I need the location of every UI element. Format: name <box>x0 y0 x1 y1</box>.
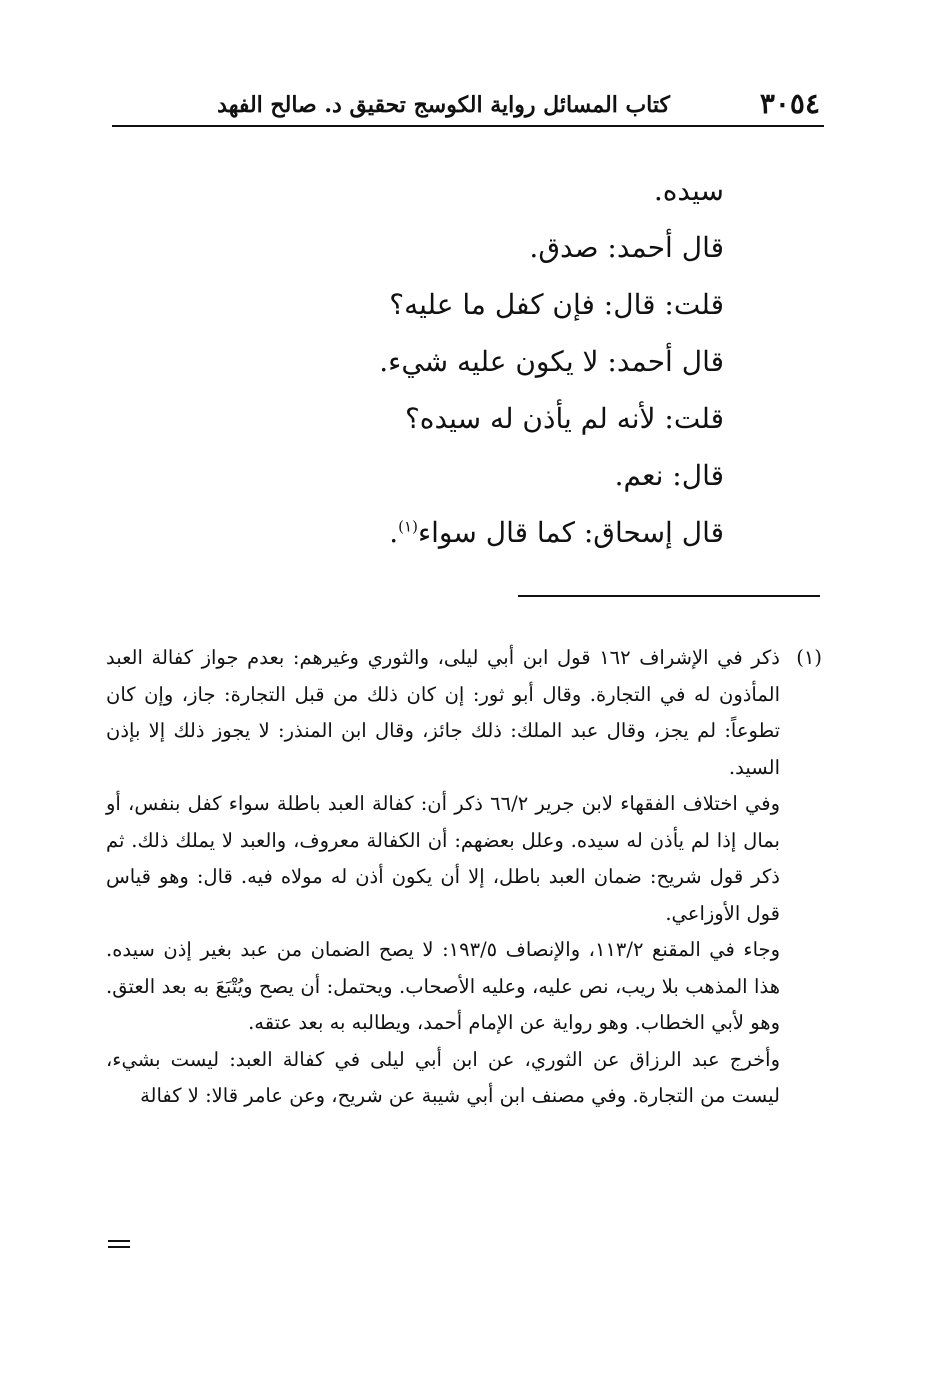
text-line: قال: نعم. <box>614 459 724 492</box>
page-number: ٣٠٥٤ <box>759 87 820 120</box>
footnote-paragraph: وأخرج عبد الرزاق عن الثوري، عن ابن أبي ليلى في كفالة العبد: ليست بشيء، ليست من التجارة. وفي مصنف ابن أبي شيبة عن شريح، وعن عامر قالا: لا كفالة <box>106 1047 780 1107</box>
continuation-line <box>108 1240 130 1242</box>
text-line: قال أحمد: لا يكون عليه شيء. <box>379 345 724 378</box>
page-header <box>112 86 824 122</box>
running-title: كتاب المسائل رواية الكوسج تحقيق د. صالح الفهد <box>217 92 670 118</box>
text-line: قلت: لأنه لم يأذن له سيده؟ <box>404 402 724 435</box>
footnotes-section <box>106 640 822 1115</box>
continuation-line <box>108 1246 130 1248</box>
line-end-period: . <box>389 516 399 549</box>
footnote-paragraph: وجاء في المقنع ١١٣/٢، والإنصاف ١٩٣/٥: لا يصح الضمان من عبد بغير إذن سيده. هذا المذهب بلا ريب، نص عليه، وعليه الأصحاب. ويحتمل: أن يصح ويُتْبَعَ به بعد العتق. وهو لأبي الخطاب. وهو رواية عن الإمام أحمد، ويطالبه به بعد عتقه. <box>106 938 781 1034</box>
main-text-block <box>164 162 724 561</box>
continuation-mark <box>108 1240 130 1252</box>
text-line: قلت: قال: فإن كفل ما عليه؟ <box>389 288 724 321</box>
text-line: قال أحمد: صدق. <box>529 231 724 264</box>
footnote-text: ذكر في الإشراف ١٦٢ قول ابن أبي ليلى، والثوري وغيرهم: بعدم جواز كفالة العبد المأذون له في التجارة. وقال أبو ثور: إن كان ذلك من قبل التجارة: جاز، وإن كان تطوعاً: لم يجز، وقال عبد الملك: ذلك جائز، وقال ابن المنذر: لا يجوز ذلك إلا بإذن السيد. <box>106 646 780 779</box>
footnote-divider <box>518 595 820 597</box>
text-line-with-footnote <box>164 504 724 561</box>
footnote-paragraph <box>106 640 822 786</box>
text-line-content: قال إسحاق: كما قال سواء <box>417 516 724 549</box>
header-divider <box>112 125 824 127</box>
footnote-reference[interactable]: (١) <box>398 517 418 536</box>
text-line: سيده. <box>653 174 724 207</box>
footnote-marker: (١) <box>796 646 822 669</box>
footnote-paragraph: وفي اختلاف الفقهاء لابن جرير ٦٦/٢ ذكر أن: كفالة العبد باطلة سواء كفل بنفس، أو بمال إذا لم يأذن له سيده. وعلل بعضهم: أن الكفالة معروف، والعبد لا يملك ذلك. ثم ذكر قول شريح: ضمان العبد باطل، إلا أن يكون أذن له مولاه فيه. قال: وهو قياس قول الأوزاعي. <box>106 792 780 925</box>
